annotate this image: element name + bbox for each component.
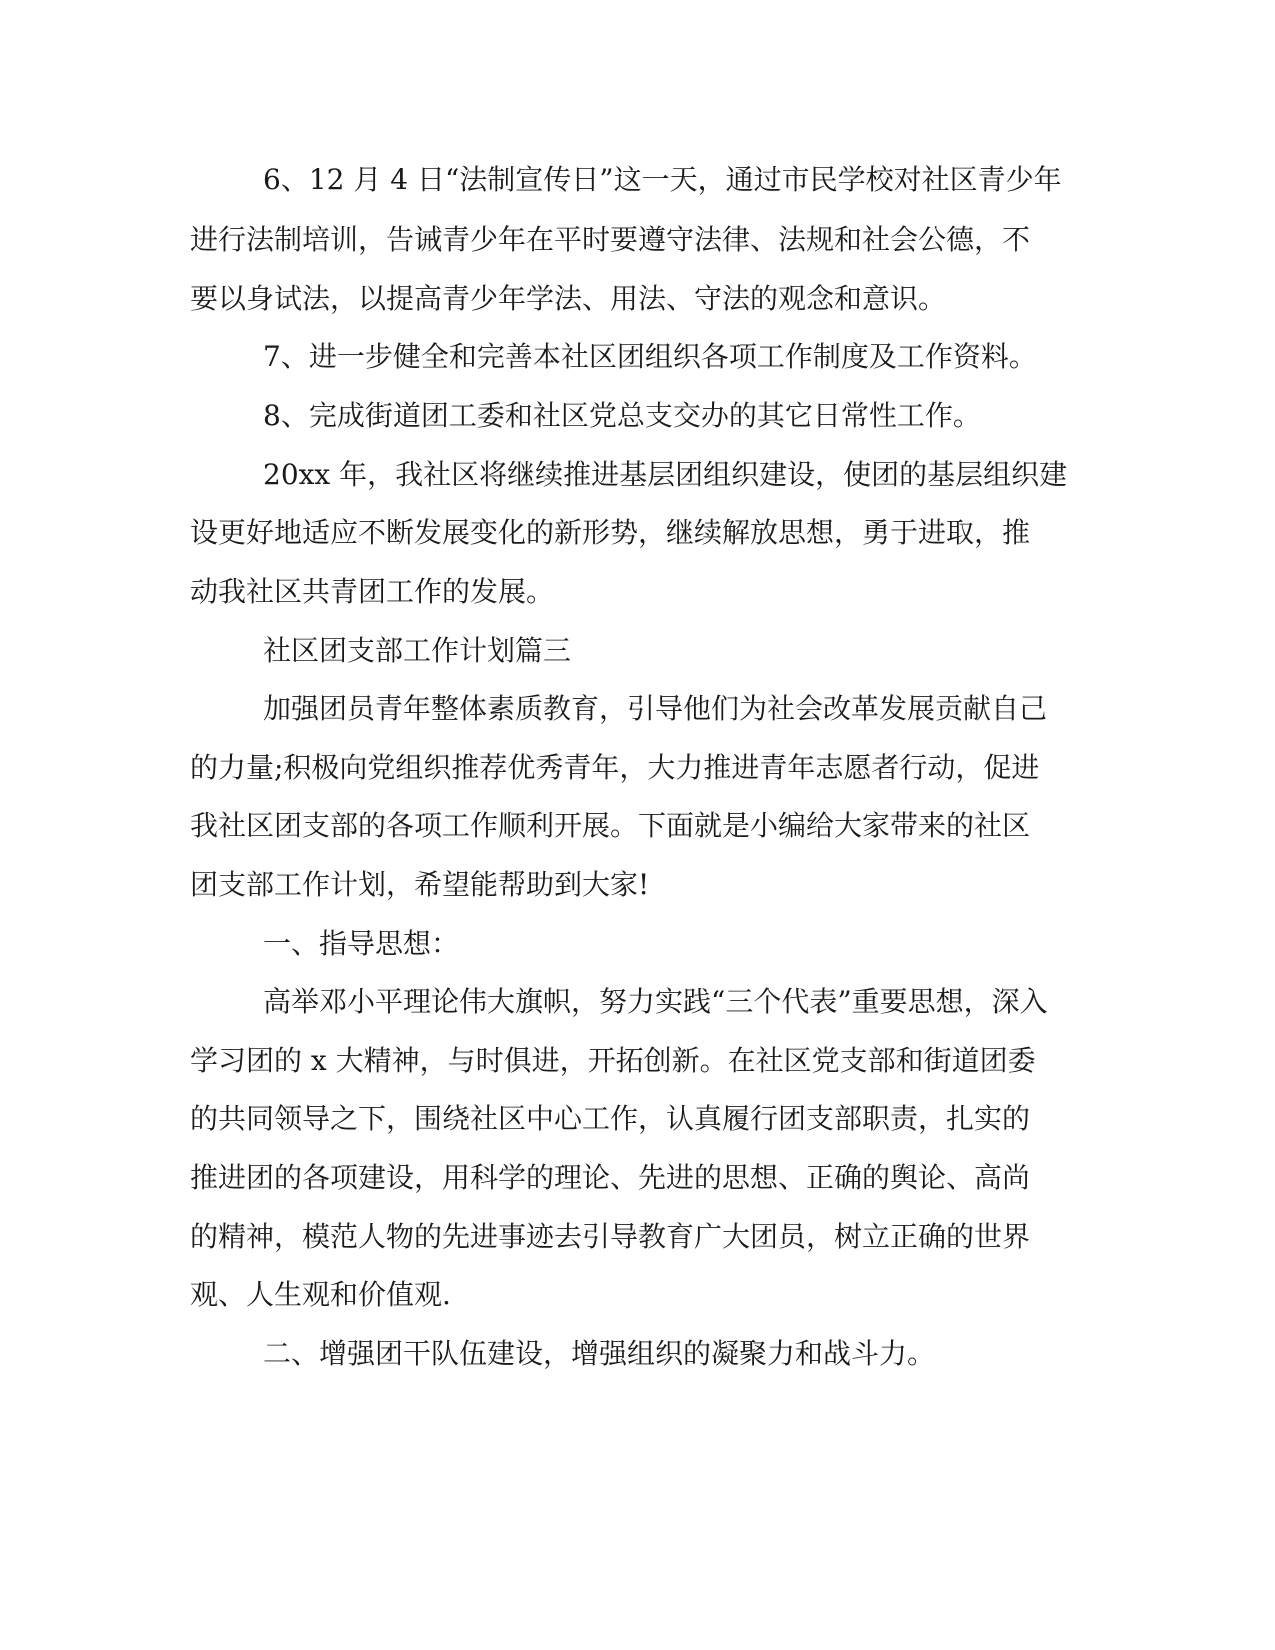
paragraph-6-line-2: 的力量;积极向党组织推荐优秀青年，大力推进青年志愿者行动，促进 <box>190 751 1040 784</box>
paragraph-4-line-3: 动我社区共青团工作的发展。 <box>190 575 555 608</box>
section-heading: 社区团支部工作计划篇三 <box>263 634 572 667</box>
paragraph-8-line-6: 观、人生观和价值观. <box>190 1278 451 1311</box>
paragraph-6-line-1: 加强团员青年整体素质教育，引导他们为社会改革发展贡献自己 <box>263 692 1048 725</box>
paragraph-8-line-3: 的共同领导之下，围绕社区中心工作，认真履行团支部职责，扎实的 <box>190 1102 1031 1135</box>
paragraph-6-line-3: 我社区团支部的各项工作顺利开展。下面就是小编给大家带来的社区 <box>190 809 1031 842</box>
paragraph-8-line-5: 的精神，模范人物的先进事迹去引导教育广大团员，树立正确的世界 <box>190 1220 1031 1253</box>
paragraph-8-line-2: 学习团的 x 大精神，与时俱进，开拓创新。在社区党支部和街道团委 <box>190 1044 1036 1077</box>
paragraph-1-line-2: 进行法制培训，告诫青少年在平时要遵守法律、法规和社会公德，不 <box>190 223 1031 256</box>
paragraph-3-line-1: 8、完成街道团工委和社区党总支交办的其它日常性工作。 <box>263 399 981 432</box>
paragraph-2-line-1: 7、进一步健全和完善本社区团组织各项工作制度及工作资料。 <box>263 340 1037 373</box>
paragraph-4-line-1: 20xx 年，我社区将继续推进基层团组织建设，使团的基层组织建 <box>263 458 1068 491</box>
paragraph-6-line-4: 团支部工作计划，希望能帮助到大家! <box>190 868 650 901</box>
paragraph-4-line-2: 设更好地适应不断发展变化的新形势，继续解放思想，勇于进取，推 <box>190 516 1031 549</box>
paragraph-1-line-1: 6、12 月 4 日“法制宣传日”这一天，通过市民学校对社区青少年 <box>263 163 1062 196</box>
paragraph-8-line-4: 推进团的各项建设，用科学的理论、先进的思想、正确的舆论、高尚 <box>190 1161 1031 1194</box>
paragraph-1-line-3: 要以身试法，以提高青少年学法、用法、守法的观念和意识。 <box>190 282 947 315</box>
subheading-guiding-ideology: 一、指导思想： <box>263 927 460 960</box>
paragraph-8-line-1: 高举邓小平理论伟大旗帜，努力实践“三个代表”重要思想，深入 <box>263 985 1048 1018</box>
subheading-team-building: 二、增强团干队伍建设，增强组织的凝聚力和战斗力。 <box>263 1337 936 1370</box>
